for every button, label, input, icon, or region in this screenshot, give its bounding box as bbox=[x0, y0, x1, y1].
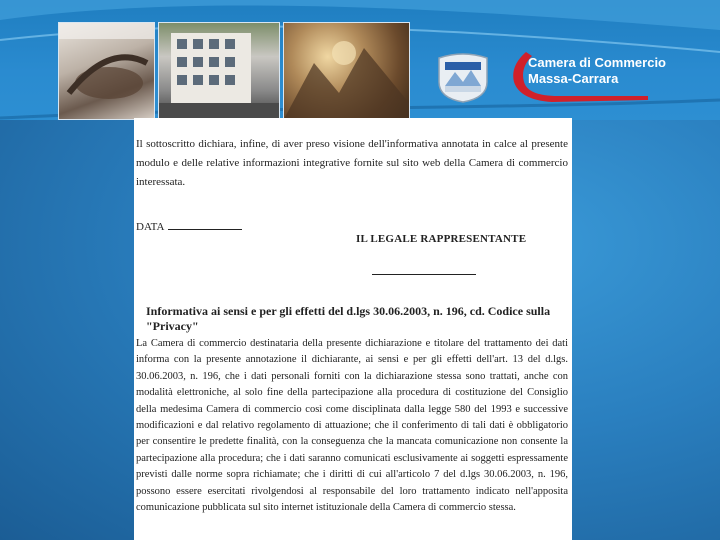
building-photo bbox=[158, 22, 280, 120]
brand-location: Massa-Carrara bbox=[528, 71, 619, 86]
date-field bbox=[136, 220, 242, 233]
header-banner bbox=[0, 0, 720, 120]
privacy-notice-paragraph: La Camera di commercio destinataria della presente dichiarazione e titolare del trattamento dei dati informa con la presente annotazione il dichiarante, ai sensi e per gli effetti dell'art. 13 del d.lgs. 30.06.2003, n. 196, che i dati personali forniti con la dichiarazione stessa sono trattati, anche con modalità elettroniche, al solo fine della partecipazione alla procedura di costituzione del Consiglio della medesima Camera di commercio così come disciplinata dalla legge 580 del 1993 e successive modificazioni e dal relativo regolamento di attuazione; che il conferimento di tali dati è obbligatorio per consentire le predette finalità, con la conseguenza che la mancata comunicazione non consente la partecipazione alla procedura; che i dati saranno comunicati esclusivamente ai soggetti espressamente previsti dalle norme sopra richiamate; che i diritti di cui all'articolo 7 del d.lgs 30.06.2003, n. 196, possono essere esercitati rivolgendosi al responsabile del loro trattamento indicato nell'apposita comunicazione pubblicata sul sito internet istituzionale della Camera di commercio stessa. bbox=[136, 338, 568, 514]
brand-name: Camera di Commercio bbox=[528, 55, 666, 70]
date-signature-line bbox=[168, 220, 242, 230]
museum-interior-photo bbox=[58, 22, 155, 120]
legal-representative-label: IL LEGALE RAPPRESENTANTE bbox=[356, 233, 527, 245]
document-page bbox=[134, 118, 572, 540]
marble-quarry-painting bbox=[283, 22, 410, 120]
declaration-paragraph: Il sottoscritto dichiara, infine, di aver preso visione dell'informativa annotata in calce al presente modulo e delle relative informazioni integrative fornite sul sito web della Camera di commercio interessata. bbox=[136, 138, 568, 188]
coat-of-arms-icon bbox=[433, 52, 493, 104]
date-label: DATA bbox=[136, 221, 165, 233]
privacy-heading: Informativa ai sensi e per gli effetti del d.lgs 30.06.2003, n. 196, cd. Codice sulla "Privacy" bbox=[146, 304, 551, 333]
representative-signature-line bbox=[372, 274, 476, 275]
